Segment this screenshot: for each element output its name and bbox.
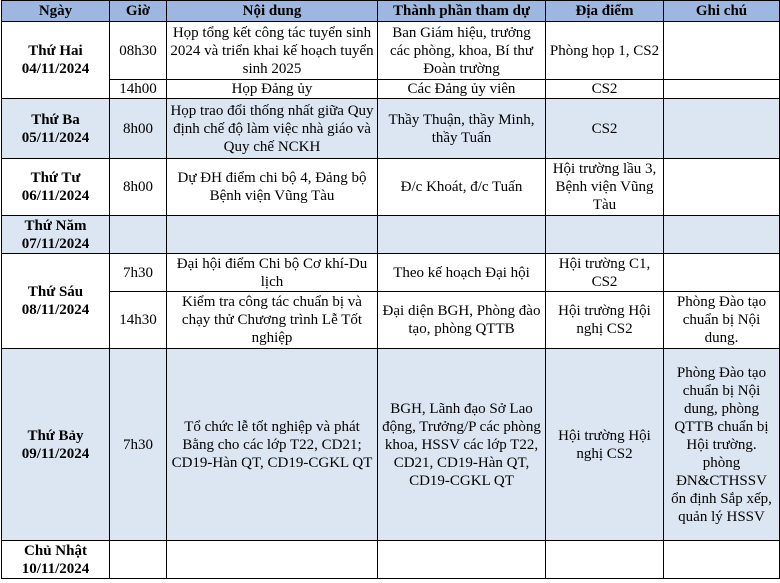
participants-cell: Đại diện BGH, Phòng đào tạo, phòng QTTB xyxy=(378,292,546,349)
notes-cell xyxy=(664,22,780,80)
weekly-schedule-table xyxy=(1,0,780,579)
day-name: Thứ Hai xyxy=(28,43,83,59)
notes-cell xyxy=(664,541,780,579)
day-cell-monday xyxy=(2,22,110,99)
participants-cell: Ban Giám hiệu, trưởng các phòng, khoa, Bí thư Đoàn trường xyxy=(378,22,546,80)
participants-cell xyxy=(378,541,546,579)
time-cell: 7h30 xyxy=(110,254,167,292)
table-row xyxy=(2,349,780,541)
day-name: Thứ Năm xyxy=(24,217,87,234)
content-cell: Họp tổng kết công tác tuyển sinh 2024 và triển khai kế hoạch tuyển sinh 2025 xyxy=(167,22,378,80)
table-row xyxy=(2,99,780,159)
day-name: Thứ Sáu xyxy=(27,284,84,300)
table-row xyxy=(2,254,780,292)
content-cell: Tổ chức lễ tốt nghiệp và phát Bằng cho các lớp T22, CD21; CD19-Hàn QT, CD19-CGKL QT xyxy=(167,349,378,541)
table-row xyxy=(2,80,780,99)
participants-cell: Các Đảng ủy viên xyxy=(378,80,546,99)
day-date: 04/11/2024 xyxy=(21,61,90,77)
location-cell xyxy=(546,216,664,254)
day-date: 05/11/2024 xyxy=(21,129,90,146)
content-cell: Họp trao đổi thống nhất giữa Quy định chế độ làm việc nhà giáo và Quy chế NCKH xyxy=(167,99,378,159)
participants-cell xyxy=(378,216,546,254)
time-cell: 08h30 xyxy=(110,22,167,80)
day-cell-sunday xyxy=(2,541,110,579)
day-date: 06/11/2024 xyxy=(21,188,90,204)
header-day: Ngày xyxy=(2,1,110,22)
header-content: Nội dung xyxy=(167,1,378,22)
header-location: Địa điểm xyxy=(546,1,664,22)
content-cell: Kiểm tra công tác chuẩn bị và chạy thử Chương trình Lễ Tốt nghiệp xyxy=(167,292,378,349)
participants-cell: Theo kế hoạch Đại hội xyxy=(378,254,546,292)
table-row xyxy=(2,541,780,579)
table-row xyxy=(2,22,780,80)
day-name: Thứ Ba xyxy=(31,111,80,128)
table-row xyxy=(2,159,780,216)
day-cell-friday xyxy=(2,254,110,349)
notes-cell: Phòng Đào tạo chuẩn bị Nội dung. xyxy=(664,292,780,349)
day-name: Chủ Nhật xyxy=(24,542,87,559)
location-cell: CS2 xyxy=(546,80,664,99)
location-cell: Hội trường lầu 3, Bệnh viện Vũng Tàu xyxy=(546,159,664,216)
notes-cell xyxy=(664,254,780,292)
time-cell xyxy=(110,216,167,254)
content-cell: Họp Đảng ủy xyxy=(167,80,378,99)
table-row xyxy=(2,216,780,254)
participants-cell: Đ/c Khoát, đ/c Tuấn xyxy=(378,159,546,216)
notes-cell: Phòng Đào tạo chuẩn bị Nội dung, phòng QTTB chuẩn bị Hội trường. phòng ĐN&CTHSSV ổn định Sắp xếp, quản lý HSSV xyxy=(664,349,780,541)
content-cell xyxy=(167,216,378,254)
time-cell: 7h30 xyxy=(110,349,167,541)
day-name: Thứ Bảy xyxy=(27,427,84,444)
notes-cell xyxy=(664,159,780,216)
notes-cell xyxy=(664,80,780,99)
content-cell: Đại hội điểm Chi bộ Cơ khí-Du lịch xyxy=(167,254,378,292)
location-cell: CS2 xyxy=(546,99,664,159)
time-cell: 8h00 xyxy=(110,99,167,159)
header-participants: Thành phần tham dự xyxy=(378,1,546,22)
notes-cell xyxy=(664,99,780,159)
day-cell-thursday xyxy=(2,216,110,254)
location-cell: Hội trường Hội nghị CS2 xyxy=(546,292,664,349)
time-cell: 14h30 xyxy=(110,292,167,349)
notes-cell xyxy=(664,216,780,254)
time-cell: 8h00 xyxy=(110,159,167,216)
location-cell: Hội trường Hội nghị CS2 xyxy=(546,349,664,541)
location-cell: Hội trường C1, CS2 xyxy=(546,254,664,292)
day-cell-tuesday xyxy=(2,99,110,159)
location-cell: Phòng họp 1, CS2 xyxy=(546,22,664,80)
header-row xyxy=(2,1,780,22)
time-cell xyxy=(110,541,167,579)
day-cell-saturday xyxy=(2,349,110,541)
location-cell xyxy=(546,541,664,579)
day-date: 10/11/2024 xyxy=(21,560,90,577)
day-date: 07/11/2024 xyxy=(21,235,90,252)
participants-cell: BGH, Lãnh đạo Sở Lao động, Trưởng/P các phòng khoa, HSSV các lớp T22, CD21, CD19-Hàn QT, CD19-CGKL QT xyxy=(378,349,546,541)
header-notes: Ghi chú xyxy=(664,1,780,22)
content-cell xyxy=(167,541,378,579)
day-cell-wednesday xyxy=(2,159,110,216)
day-name: Thứ Tư xyxy=(30,170,81,186)
participants-cell: Thầy Thuận, thầy Minh, thầy Tuấn xyxy=(378,99,546,159)
day-date: 09/11/2024 xyxy=(21,445,90,462)
header-time: Giờ xyxy=(110,1,167,22)
time-cell: 14h00 xyxy=(110,80,167,99)
day-date: 08/11/2024 xyxy=(21,302,90,318)
table-row xyxy=(2,292,780,349)
content-cell: Dự ĐH điểm chi bộ 4, Đảng bộ Bệnh viện Vũng Tàu xyxy=(167,159,378,216)
